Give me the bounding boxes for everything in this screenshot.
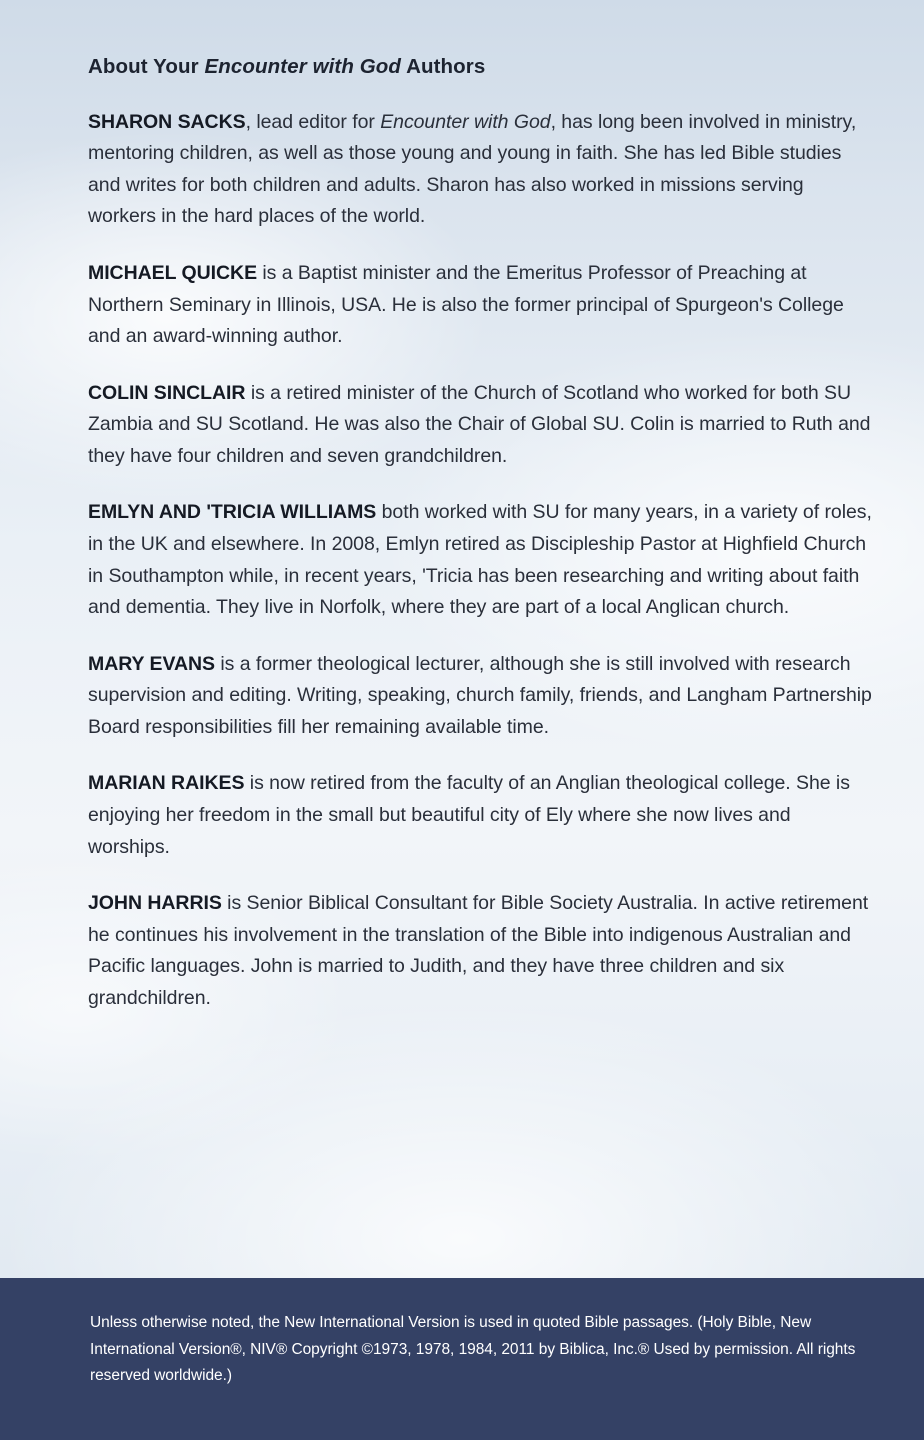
page-title xyxy=(88,54,876,81)
author-bio-text: is a retired minister of the Church of Scotland who worked for both SU Zambia and SU Scotland. He was also the Chair of Global SU. Colin is married to Ruth and they have four children and seven grandchildren. xyxy=(88,381,871,467)
author-bio xyxy=(88,258,876,353)
author-name: SHARON SACKS xyxy=(88,110,246,133)
author-name: MICHAEL QUICKE xyxy=(88,261,258,284)
author-bio xyxy=(88,378,876,473)
author-bio xyxy=(88,649,876,744)
page-title-prefix: About Your xyxy=(88,55,205,78)
page-title-suffix: Authors xyxy=(401,55,486,78)
author-bio-text: both worked with SU for many years, in a variety of roles, in the UK and elsewhere. In 2008, Emlyn retired as Discipleship Pastor at Highfield Church in Southampton while, in recent years, 'Tricia has been researching and writing about faith and dementia. They live in Norfolk, where they are part of a local Anglican church. xyxy=(88,501,872,619)
author-bio-text: is a Baptist minister and the Emeritus Professor of Preaching at Northern Seminary in Illinois, USA. He is also the former principal of Spurgeon's College and an award-winning author. xyxy=(88,261,844,348)
author-bio xyxy=(88,768,876,863)
author-name: JOHN HARRIS xyxy=(88,892,222,915)
author-name: MARY EVANS xyxy=(88,652,215,675)
author-bio-italic: Encounter with God xyxy=(380,110,551,133)
author-name: EMLYN AND 'TRICIA WILLIAMS xyxy=(88,501,377,524)
document-content xyxy=(88,54,876,1040)
author-bio-text: is Senior Biblical Consultant for Bible Society Australia. In active retirement he continues his involvement in the translation of the Bible into indigenous Australian and Pacific languages. John is married to Judith, and they have three children and six grandchildren. xyxy=(88,892,869,1009)
copyright-notice: Unless otherwise noted, the New International Version is used in quoted Bible passages. (Holy Bible, New International Version®, NIV® Copyright ©1973, 1978, 1984, 2011 by Biblica, Inc.® Used by permission. All rights reserved worldwide.) xyxy=(90,1314,856,1385)
author-name: COLIN SINCLAIR xyxy=(88,381,246,404)
author-bio xyxy=(88,107,876,233)
author-bio-text-before: , lead editor for xyxy=(245,110,381,133)
author-bio-text-after: , has long been involved in ministry, mentoring children, as well as those young and young in faith. She has led Bible studies and writes for both children and adults. Sharon has also worked in missions serving workers in the hard places of the world. xyxy=(88,110,857,228)
author-bio xyxy=(88,497,876,623)
footer-bar xyxy=(0,1278,924,1440)
author-bio-text: is a former theological lecturer, although she is still involved with research supervision and editing. Writing, speaking, church family, friends, and Langham Partnership Board responsibilities fill her remaining available time. xyxy=(88,652,872,738)
page-title-italic: Encounter with God xyxy=(204,55,402,78)
author-bio-text: is now retired from the faculty of an Anglian theological college. She is enjoying her freedom in the small but beautiful city of Ely where she now lives and worships. xyxy=(88,772,850,858)
author-bio xyxy=(88,888,876,1014)
author-name: MARIAN RAIKES xyxy=(88,772,245,795)
